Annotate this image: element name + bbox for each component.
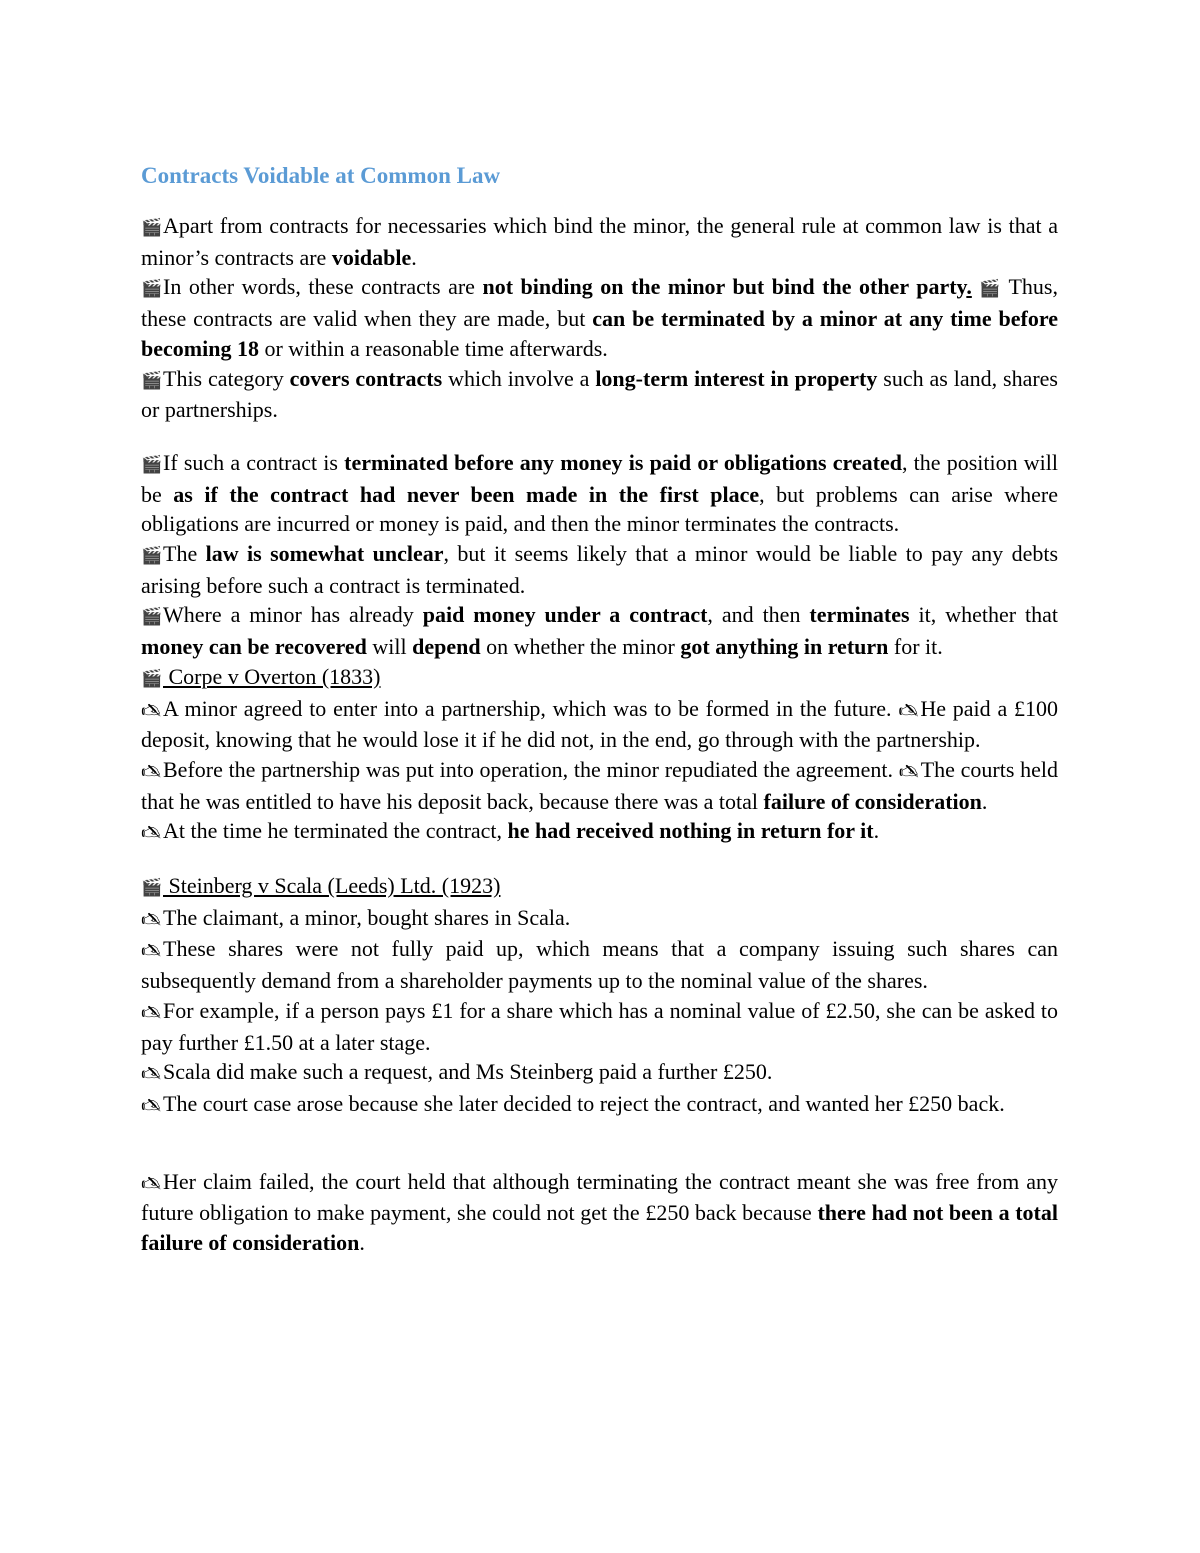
clapper-icon: 🎬 (141, 668, 163, 688)
hand-pointer-icon: 🖎 (141, 1095, 162, 1115)
hand-pointer-icon: 🖎 (141, 1002, 162, 1022)
clapper-icon: 🎬 (141, 878, 163, 898)
hand-pointer-icon: 🖎 (898, 700, 919, 720)
hand-pointer-icon: 🖎 (898, 761, 919, 781)
clapper-icon: 🎬 (141, 607, 163, 627)
paragraph-steinberg: 🎬 Steinberg v Scala (Leeds) Ltd. (1923) 🖎The claimant, a minor, bought shares in Scala. 🖎These shares were not fully paid up, which means that a company issuing such shares can subsequently demand from a shareholder payments up to the nominal value of the shares. 🖎For example, if a person pays £1 for a share which has a nominal value of £2.50, she can be asked to pay further £1.50 at a later stage. 🖎Scala did make such a request, and Ms Steinberg paid a further £250. 🖎The court case arose because she later decided to reject the contract, and wanted her £250 back. (141, 871, 1058, 1121)
clapper-icon: 🎬 (141, 279, 163, 299)
paragraph-termination: 🎬If such a contract is terminated before any money is paid or obligations created, the position will be as if the contract had never been made in the first place, but problems can arise where obligations are incurred or money is paid, and then the minor terminates the contracts. 🎬The law is somewhat unclear, but it seems likely that a minor would be liable to pay any debts arising before such a contract is terminated. 🎬Where a minor has already paid money under a contract, and then terminates it, whether that money can be recovered will depend on whether the minor got anything in return for it. 🎬 Corpe v Overton (1833) 🖎A minor agreed to enter into a partnership, which was to be formed in the future. 🖎He paid a £100 deposit, knowing that he would lose it if he did not, in the end, go through with the partnership. 🖎Before the partnership was put into operation, the minor repudiated the agreement. 🖎The courts held that he was entitled to have his deposit back, because there was a total failure of consideration. 🖎At the time he terminated the contract, he had received nothing in return for it. (141, 448, 1058, 848)
clapper-icon: 🎬 (141, 546, 163, 566)
paragraph-claim-failed: 🖎Her claim failed, the court held that although terminating the contract meant she was free from any future obligation to make payment, she could not get the £250 back because there had not been a total failure of consideration. (141, 1168, 1058, 1256)
document-page (141, 160, 1058, 1258)
clapper-icon: 🎬 (141, 454, 163, 474)
clapper-icon: 🎬 (141, 218, 163, 237)
case-title-corpe: Corpe v Overton (1833) (163, 663, 381, 689)
clapper-icon: 🎬 (979, 279, 1001, 299)
hand-pointer-icon: 🖎 (141, 941, 162, 961)
hand-pointer-icon: 🖎 (141, 909, 162, 929)
section-heading: Contracts Voidable at Common Law (141, 163, 501, 188)
paragraph-general-rule: 🎬Apart from contracts for necessaries which bind the minor, the general rule at common law is that a minor’s contracts are voidable. 🎬In other words, these contracts are not binding on the minor but bind the other party. 🎬 Thus, these contracts are valid when they are made, but can be terminated by a minor at any time before becoming 18 or within a reasonable time afterwards. 🎬This category covers contracts which involve a long-term interest in property such as land, shares or partnerships. (141, 213, 1058, 423)
clapper-icon: 🎬 (141, 370, 163, 390)
hand-pointer-icon: 🖎 (141, 761, 162, 781)
hand-pointer-icon: 🖎 (141, 1064, 162, 1084)
hand-pointer-icon: 🖎 (141, 700, 162, 720)
case-title-steinberg: Steinberg v Scala (Leeds) Ltd. (1923) (163, 873, 501, 899)
hand-pointer-icon: 🖎 (141, 823, 162, 843)
hand-pointer-icon: 🖎 (141, 1173, 162, 1193)
